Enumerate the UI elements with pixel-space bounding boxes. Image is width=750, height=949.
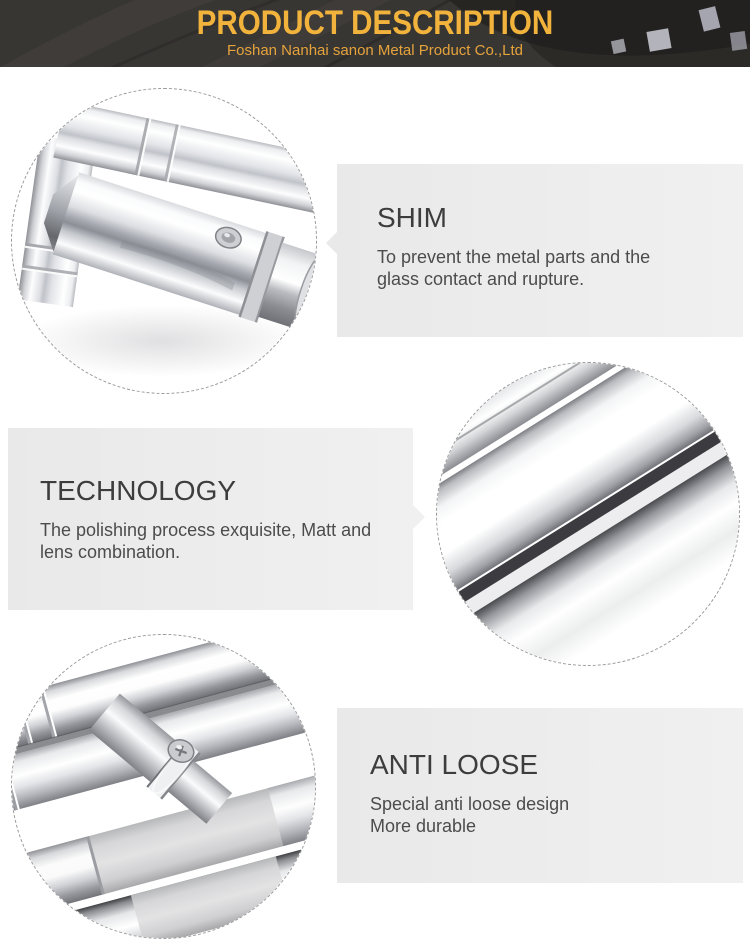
technology-info-box <box>8 428 413 610</box>
anti-loose-info-box <box>337 708 743 883</box>
shim-product-photo <box>11 88 317 394</box>
technology-body: The polishing process exquisite, Matt and lens combination. <box>40 520 372 562</box>
technology-heading: TECHNOLOGY <box>40 475 237 506</box>
anti-loose-product-photo <box>11 634 316 939</box>
anti-loose-body-line2: More durable <box>370 816 477 836</box>
shim-info-box <box>337 164 743 337</box>
header-banner <box>0 0 750 67</box>
header-text <box>0 0 750 59</box>
company-name: Foshan Nanhai sanon Metal Product Co.,Ltd <box>226 42 523 59</box>
polished-tubes <box>437 363 740 666</box>
page-title: PRODUCT DESCRIPTION <box>196 4 554 42</box>
anti-loose-body-line1: Special anti loose design <box>370 794 570 814</box>
anti-loose-heading: ANTI LOOSE <box>370 749 539 780</box>
shim-heading: SHIM <box>377 202 447 233</box>
shim-body: To prevent the metal parts and the glass contact and rupture. <box>377 247 651 289</box>
technology-product-photo <box>436 362 740 666</box>
